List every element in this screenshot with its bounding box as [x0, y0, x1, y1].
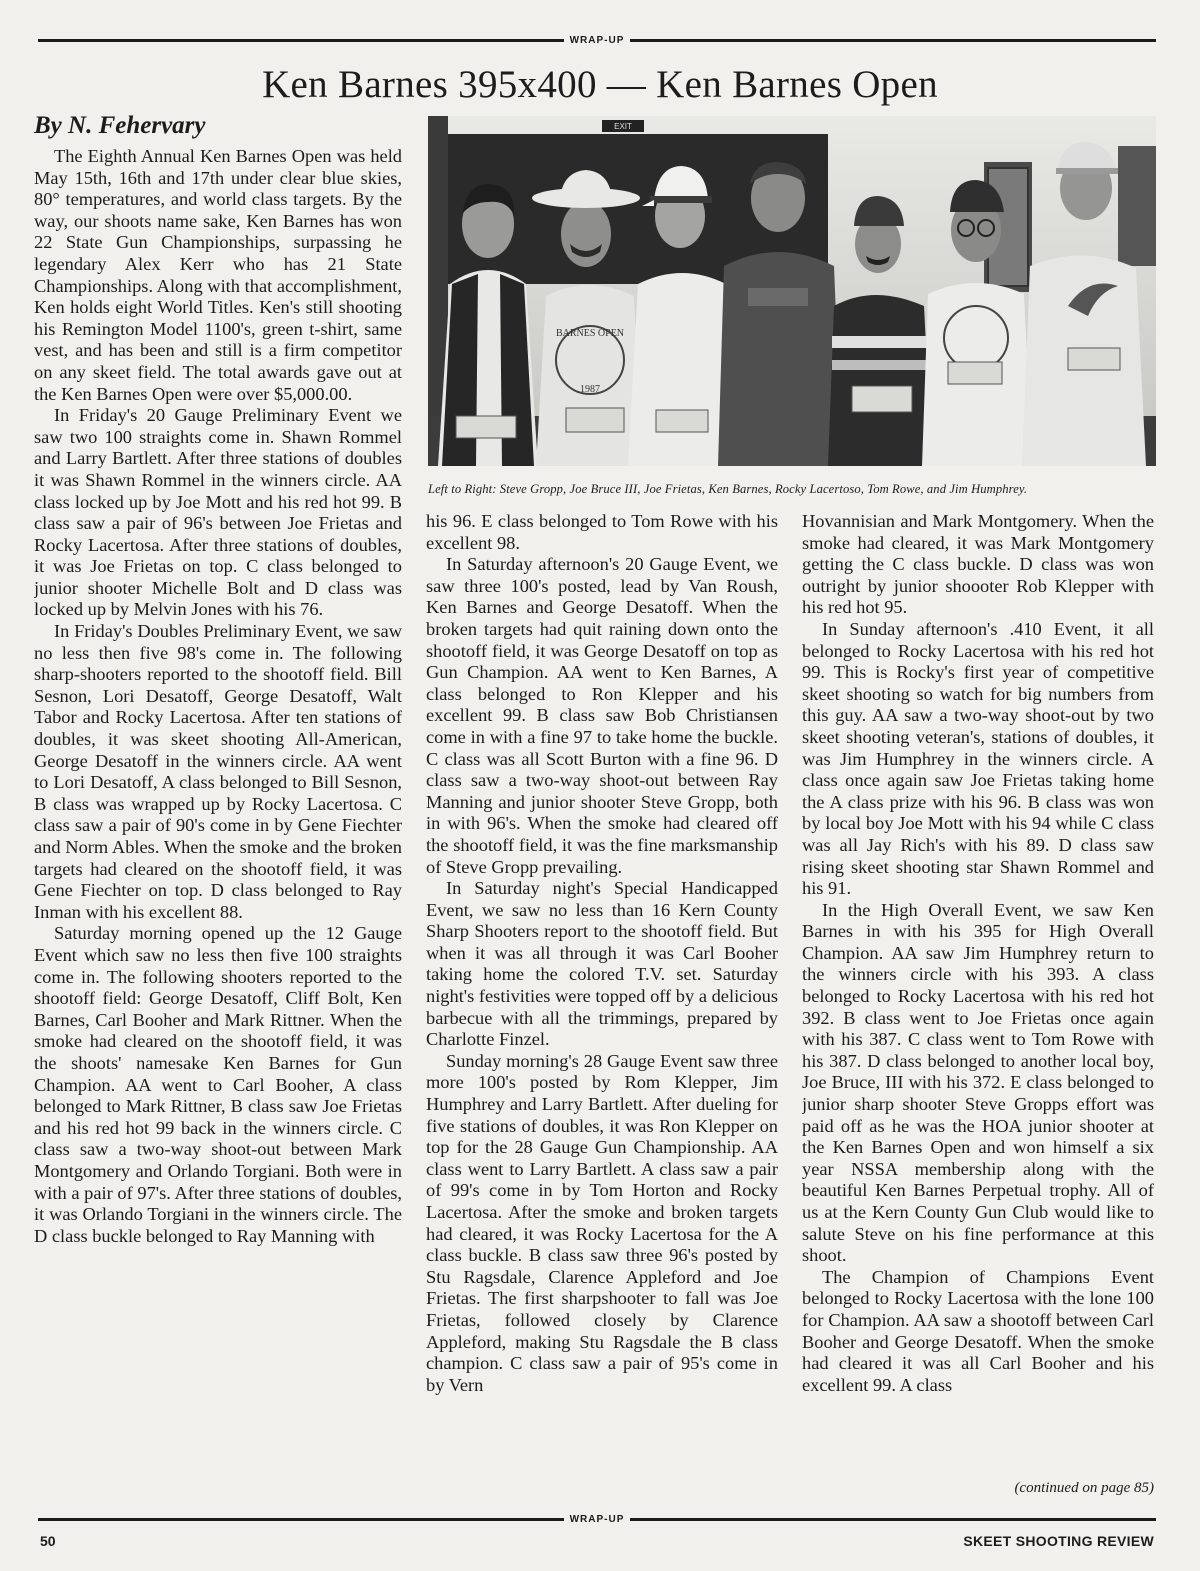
paragraph: In the High Overall Event, we saw Ken Barnes in with his 395 for High Overall Champion. AA saw Jim Humphrey return to the winners circle with his 393. A class belonged to Rocky Lacertosa with his red hot 392. B class went to Joe Frietas once again with his 387. C class went to Tom Rowe with his 387. D class belonged to another local boy, Joe Bruce, III with his 372. E class belonged to junior sharp shooter Steve Gropps effort was paid off as he was the HOA junior shooter at the Ken Barnes Open and won himself a six year NSSA membership along with the beautiful Ken Barnes Perpetual trophy. All of us at the Kern County Gun Club would like to salute Steve on his fine performance at this shoot.: [802, 899, 1154, 1266]
group-photo: [428, 116, 1156, 466]
paragraph: The Eighth Annual Ken Barnes Open was held May 15th, 16th and 17th under clear blue skies, 80° temperatures, and world class targets. By the way, our shoots name sake, Ken Barnes has won 22 State Gun Championships, surpassing he legendary Alex Kerr who has 21 State Championships. Along with that accomplishment, Ken holds eight World Titles. Ken's still shooting his Remington Model 1100's, green t-shirt, same vest, and has been and still is a firm competitor on any skeet field. The total awards gave out at the Ken Barnes Open were over $5,000.00.: [34, 146, 402, 404]
article-column-3: [802, 511, 1154, 1496]
photo-caption: Left to Right: Steve Gropp, Joe Bruce III, Joe Frietas, Ken Barnes, Rocky Lacertoso, Tom Rowe, and Jim Humphrey.: [428, 482, 1028, 496]
paragraph: Hovannisian and Mark Montgomery. When the smoke had cleared, it was Mark Montgomery getting the C class buckle. D class was won outright by junior shoooter Rob Klepper with his red hot 95.: [802, 511, 1154, 618]
paragraph: Sunday morning's 28 Gauge Event saw three more 100's posted by Rom Klepper, Jim Humphrey and Larry Bartlett. After dueling for five stations of doubles, it was Ron Klepper on top for the 28 Gauge Gun Championship. AA class went to Larry Bartlett. A class saw a pair of 99's come in by Tom Horton and Rocky Lacertosa. After the smoke and broken targets had cleared, it was Rocky Lacertosa for the A class buckle. B class saw three 96's posted by Stu Ragsdale, Clarence Appleford and Joe Frietas. The first sharpshooter to fall was Joe Frietas, followed closely by Clarence Appleford, making Stu Ragsdale the B class champion. C class saw a pair of 95's come in by Vern: [426, 1050, 778, 1395]
article-column-2: [426, 511, 778, 1496]
page-number: 50: [40, 1533, 56, 1549]
publication-name: SKEET SHOOTING REVIEW: [963, 1533, 1154, 1549]
article-headline: Ken Barnes 395x400 — Ken Barnes Open: [262, 63, 938, 106]
paragraph: In Friday's Doubles Preliminary Event, we saw no less then five 98's come in. The following sharp-shooters reported to the shootoff field. Bill Sesnon, Lori Desatoff, George Desatoff, Walt Tabor and Rocky Lacertosa. After ten stations of doubles, it was skeet shooting All-American, George Desatoff in the winners circle. AA went to Lori Desatoff, A class belonged to Bill Sesnon, B class was wrapped up by Rocky Lacertosa. C class saw a pair of 90's come in by Gene Fiechter and Norm Ables. When the smoke and the broken targets had cleared on the shootoff field, it was Gene Fiechter on top. D class belonged to Ray Inman with his excellent 88.: [34, 621, 402, 922]
shirt-year: 1987: [580, 384, 600, 395]
paragraph: In Friday's 20 Gauge Preliminary Event we saw two 100 straights come in. Shawn Rommel and Larry Bartlett. After three stations of doubles it was Shawn Rommel in the winners circle. AA class locked up by Joe Mott and his red hot 99. B class saw a pair of 96's between Joe Frietas and Rocky Lacertosa. After three stations of doubles, it was Joe Frietas on top. C class belonged to junior shooter Michelle Bolt and D class was locked up by Melvin Jones with his 76.: [34, 405, 402, 620]
paragraph: The Champion of Champions Event belonged to Rocky Lacertosa with the lone 100 for Champion. AA saw a shootoff between Carl Booher and George Desatoff. When the smoke had cleared it was all Carl Booher and his excellent 99. A class: [802, 1266, 1154, 1395]
group-photo-illustration: [428, 116, 1156, 466]
article-column-1: [34, 146, 402, 1496]
paragraph: In Saturday night's Special Handicapped Event, we saw no less than 16 Kern County Sharp Shooters report to the shootoff field. But when it was all through it was Carl Booher taking home the colored T.V. set. Saturday night's festivities were topped off by a delicious barbecue with all the trimmings, prepared by Charlotte Finzel.: [426, 878, 778, 1050]
article-byline: By N. Fehervary: [34, 112, 206, 139]
section-tag: WRAP-UP: [569, 34, 625, 46]
footer-rule: [38, 1512, 1156, 1526]
exit-sign-text: EXIT: [614, 122, 632, 131]
continued-note: (continued on page 85): [1014, 1480, 1154, 1496]
paragraph: In Saturday afternoon's 20 Gauge Event, we saw three 100's posted, lead by Van Roush, Ken Barnes and George Desatoff. When the broken targets had quit raining down onto the shootoff field, it was George Desatoff on top as Gun Champion. AA went to Ken Barnes, A class belonged to Ron Klepper and his excellent 99. B class saw Bob Christiansen come in with a fine 97 to take home the buckle. C class was all Scott Burton with a fine 96. D class saw a two-way shoot-out between Ray Manning and junior shooter Steve Gropp, both in with 96's. When the smoke had cleared off the shootoff field, it was the fine marksmanship of Steve Gropp prevailing.: [426, 554, 778, 877]
paragraph: Saturday morning opened up the 12 Gauge Event which saw no less then five 100 straights come in. The following shooters reported to the shootoff field: George Desatoff, Cliff Bolt, Ken Barnes, Carl Booher and Mark Rittner. When the smoke had cleared on the shootoff field, it was the shoots' namesake Ken Barnes for Gun Champion. AA went to Carl Booher, A class belonged to Mark Rittner, B class saw Joe Frietas and his red hot 99 back in the winners circle. C class saw a two-way shoot-out between Mark Montgomery and Orlando Torgiani. Both were in with a pair of 97's. After three stations of doubles, it was Orlando Torgiani in the winners circle. The D class buckle belonged to Ray Manning with: [34, 923, 402, 1246]
section-tag: WRAP-UP: [569, 1513, 625, 1525]
rule-line-left: [38, 39, 564, 42]
rule-line-left: [38, 1518, 564, 1521]
rule-line-right: [630, 1518, 1156, 1521]
header-rule: [38, 33, 1156, 47]
rule-line-right: [630, 39, 1156, 42]
paragraph: his 96. E class belonged to Tom Rowe with his excellent 98.: [426, 511, 778, 553]
shirt-text: BARNES OPEN: [555, 328, 625, 339]
paragraph: In Sunday afternoon's .410 Event, it all belonged to Rocky Lacertosa with his red hot 99. This is Rocky's first year of competitive skeet shooting so watch for big numbers from this guy. AA saw a two-way shoot-out by two skeet shooting veteran's, stations of doubles, it was Jim Humphrey in the winners circle. A class once again saw Joe Frietas taking home the A class prize with his 96. B class was won by local boy Joe Mott with his 94 while C class was all Jay Rich's with his 89. D class saw rising skeet shooting star Shawn Rommel and his 91.: [802, 618, 1154, 899]
